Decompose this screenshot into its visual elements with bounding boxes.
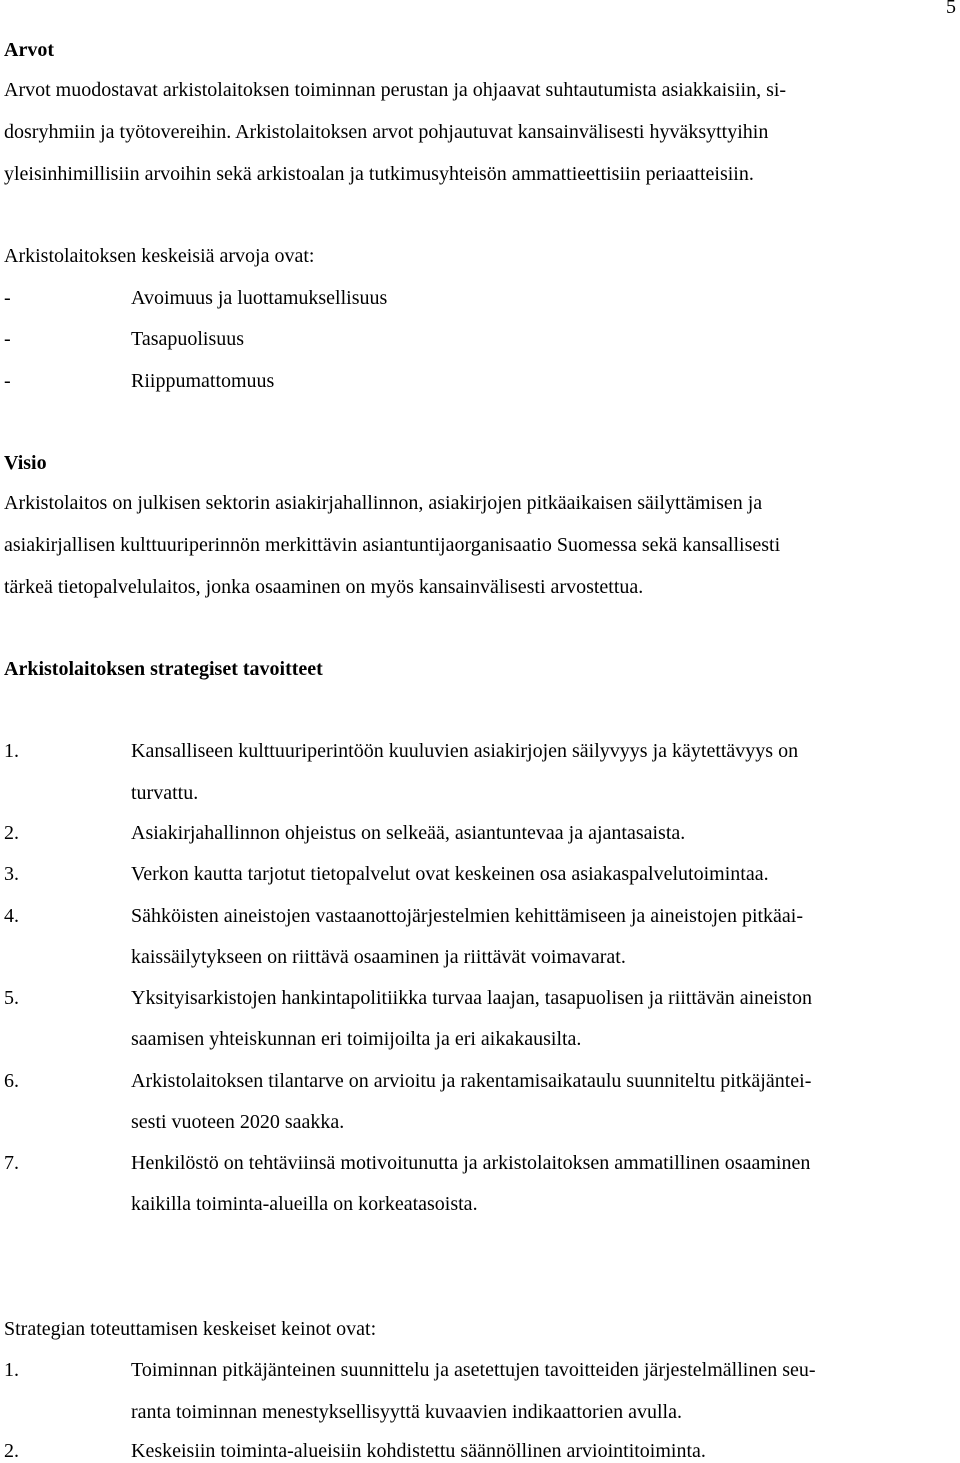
goal-text-line: Asiakirjahallinnon ohjeistus on selkeää, asiantuntevaa ja ajantasaista. <box>131 822 686 844</box>
page-number: 5 <box>946 0 956 18</box>
goal-number: 1. <box>4 740 19 762</box>
keino-number: 1. <box>4 1359 19 1381</box>
goal-number: 7. <box>4 1152 19 1174</box>
goal-text-line: Henkilöstö on tehtäviinsä motivoitunutta ja arkistolaitoksen ammatillinen osaaminen <box>131 1152 811 1174</box>
value-marker: - <box>4 370 11 392</box>
visio-paragraph-line: asiakirjallisen kulttuuriperinnön merkittävin asiantuntijaorganisaatio Suomessa sekä kansallisesti <box>4 534 781 556</box>
goal-number: 5. <box>4 987 19 1009</box>
tavoitteet-heading: Arkistolaitoksen strategiset tavoitteet <box>4 658 323 680</box>
visio-paragraph-line: tärkeä tietopalvelulaitos, jonka osaaminen on myös kansainvälisesti arvostettua. <box>4 576 644 598</box>
goal-text-line: kaissäilytykseen on riittävä osaaminen ja riittävät voimavarat. <box>131 946 626 968</box>
goal-text-line: sesti vuoteen 2020 saakka. <box>131 1111 345 1133</box>
visio-heading: Visio <box>4 452 47 474</box>
arvot-paragraph-line: yleisinhimillisiin arvoihin sekä arkistoalan ja tutkimusyhteisön ammattieettisiin periaatteisiin. <box>4 163 754 185</box>
goal-text-line: Verkon kautta tarjotut tietopalvelut ovat keskeinen osa asiakaspalvelutoimintaa. <box>131 863 769 885</box>
keinot-intro: Strategian toteuttamisen keskeiset keinot ovat: <box>4 1318 377 1340</box>
visio-paragraph-line: Arkistolaitos on julkisen sektorin asiakirjahallinnon, asiakirjojen pitkäaikaisen säilyttämisen ja <box>4 492 763 514</box>
keino-text-line: ranta toiminnan menestyksellisyyttä kuvaavien indikaattorien avulla. <box>131 1401 682 1423</box>
arvot-heading: Arvot <box>4 39 54 61</box>
keino-text-line: Keskeisiin toiminta-alueisiin kohdistettu säännöllinen arviointitoiminta. <box>131 1440 706 1462</box>
goal-text-line: Arkistolaitoksen tilantarve on arvioitu ja rakentamisaikataulu suunniteltu pitkäjäntei- <box>131 1070 812 1092</box>
goal-number: 6. <box>4 1070 19 1092</box>
goal-number: 2. <box>4 822 19 844</box>
value-item: Avoimuus ja luottamuksellisuus <box>131 287 388 309</box>
goal-text-line: Kansalliseen kulttuuriperintöön kuuluvien asiakirjojen säilyvyys ja käytettävyys on <box>131 740 799 762</box>
value-item: Riippumattomuus <box>131 370 275 392</box>
keino-number: 2. <box>4 1440 19 1462</box>
goal-text-line: Sähköisten aineistojen vastaanottojärjestelmien kehittämiseen ja aineistojen pitkäai- <box>131 905 804 927</box>
value-item: Tasapuolisuus <box>131 328 245 350</box>
goal-text-line: turvattu. <box>131 782 199 804</box>
value-marker: - <box>4 287 11 309</box>
value-marker: - <box>4 328 11 350</box>
goal-text-line: saamisen yhteiskunnan eri toimijoilta ja eri aikakausilta. <box>131 1028 582 1050</box>
keino-text-line: Toiminnan pitkäjänteinen suunnittelu ja asetettujen tavoitteiden järjestelmällinen seu- <box>131 1359 816 1381</box>
goal-text-line: Yksityisarkistojen hankintapolitiikka turvaa laajan, tasapuolisen ja riittävän aineiston <box>131 987 812 1009</box>
arvot-paragraph-line: dosryhmiin ja työtovereihin. Arkistolaitoksen arvot pohjautuvat kansainvälisesti hyväksyttyihin <box>4 121 769 143</box>
goal-text-line: kaikilla toiminta-alueilla on korkeatasoista. <box>131 1193 478 1215</box>
goal-number: 4. <box>4 905 19 927</box>
values-intro: Arkistolaitoksen keskeisiä arvoja ovat: <box>4 245 315 267</box>
goal-number: 3. <box>4 863 19 885</box>
arvot-paragraph-line: Arvot muodostavat arkistolaitoksen toiminnan perustan ja ohjaavat suhtautumista asiakkaisiin, si- <box>4 79 787 101</box>
